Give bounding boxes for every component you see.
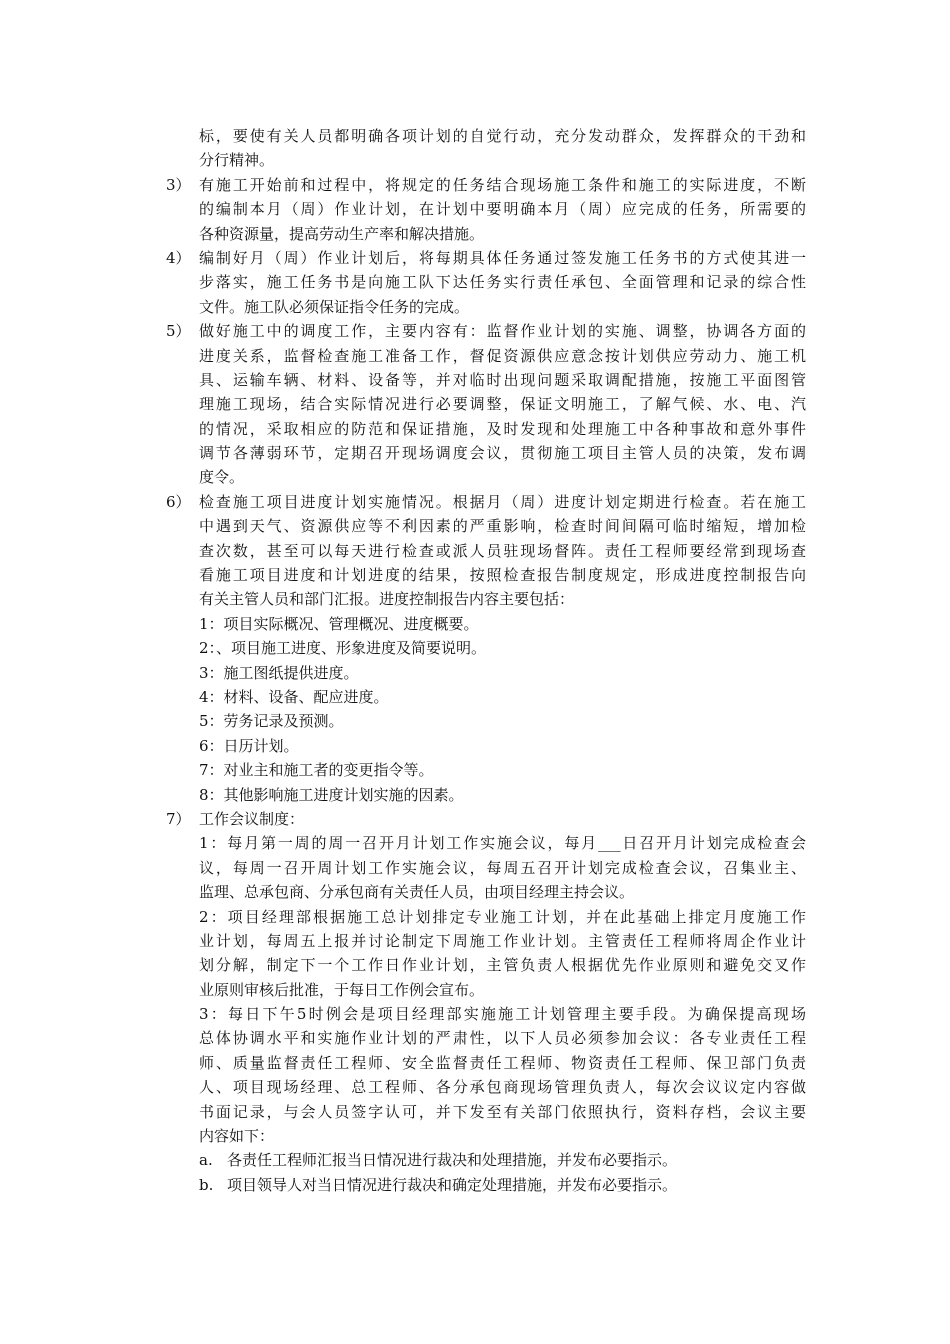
- item-text-line: 步落实，施工任务书是向施工队下达任务实行责任承包、全面管理和记录的综合性: [199, 273, 806, 292]
- meeting-rule-line: 划分解，制定下一个工作日作业计划，主管负责人根据优先作业原则和避免交叉作: [199, 956, 806, 975]
- item-text-line: 度令。: [199, 468, 245, 487]
- report-list-item: 3：施工图纸提供进度。: [199, 663, 359, 682]
- item-number: 6）: [166, 492, 191, 511]
- item-number: 5）: [166, 322, 191, 341]
- meeting-rule-line: 总体协调水平和实施作业计划的严肃性，以下人员必须参加会议：各专业责任工程: [199, 1029, 806, 1048]
- item-text-line: 做好施工中的调度工作，主要内容有：监督作业计划的实施、调整，协调各方面的: [199, 322, 806, 341]
- item-text-line: 查次数，甚至可以每天进行检查或派人员驻现场督阵。责任工程师要经常到现场查: [199, 541, 806, 560]
- item-text-line: 有关主管人员和部门汇报。进度控制报告内容主要包括：: [199, 590, 575, 609]
- sub-item-marker: b.: [199, 1175, 214, 1194]
- report-list-item: 7：对业主和施工者的变更指令等。: [199, 761, 434, 780]
- list-item-3: [0, 173, 950, 197]
- item-text-line: 检查施工项目进度计划实施情况。根据月（周）进度计划定期进行检查。若在施工: [199, 492, 806, 511]
- meeting-rule-line: 监理、总承包商、分承包商有关责任人员，由项目经理主持会议。: [199, 883, 635, 902]
- report-list-item: 4：材料、设备、配应进度。: [199, 687, 389, 706]
- item-text-line: 中遇到天气、资源供应等不利因素的严重影响，检查时间间隔可临时缩短，增加检: [199, 517, 806, 536]
- list-item-6: [0, 490, 950, 514]
- document-body: [0, 124, 950, 1197]
- sub-item-text: 项目领导人对当日情况进行裁决和确定处理措施，并发布必要指示。: [227, 1175, 678, 1194]
- sub-item-marker: a.: [199, 1151, 213, 1170]
- item-text-line: 看施工项目进度和计划进度的结果，按照检查报告制度规定，形成进度控制报告向: [199, 566, 806, 585]
- report-list-item: 1：项目实际概况、管理概况、进度概要。: [199, 614, 479, 633]
- report-list-item: 2：、项目施工进度、形象进度及简要说明。: [199, 639, 487, 658]
- item-text-line: 的情况，采取相应的防范和保证措施，及时发现和处理施工中各种事故和意外事件: [199, 419, 806, 438]
- report-list-item: 6：日历计划。: [199, 736, 299, 755]
- continuation-line: 分行精神。: [199, 151, 275, 170]
- meeting-rule-line: 人、项目现场经理、总工程师、各分承包商现场管理负责人，每次会议议定内容做: [199, 1078, 806, 1097]
- item-text-line: 各种资源量，提高劳动生产率和解决措施。: [199, 224, 485, 243]
- item-number: 7）: [166, 809, 191, 828]
- meeting-rule-line: 内容如下：: [199, 1127, 275, 1146]
- continuation-line: 标，要使有关人员都明确各项计划的自觉行动，充分发动群众，发挥群众的干劲和: [199, 127, 806, 145]
- sub-item-text: 各责任工程师汇报当日情况进行裁决和处理措施，并发布必要指示。: [227, 1151, 678, 1170]
- meeting-rule-line: 2：项目经理部根据施工总计划排定专业施工计划，并在此基础上排定月度施工作: [199, 907, 806, 926]
- report-list-item: 8：其他影响施工进度计划实施的因素。: [199, 785, 464, 804]
- list-item-5: [0, 319, 950, 343]
- list-item-7: [0, 807, 950, 831]
- report-list-item: 5：劳务记录及预测。: [199, 712, 344, 731]
- item-number: 4）: [166, 248, 191, 267]
- item-text-line: 进度关系，监督检查施工准备工作，督促资源供应意念按计划供应劳动力、施工机: [199, 346, 806, 365]
- meeting-rule-line: 书面记录，与会人员签字认可，并下发至有关部门依照执行，资料存档，会议主要: [199, 1102, 806, 1121]
- item-text-line: 编制好月（周）作业计划后，将每期具体任务通过签发施工任务书的方式使其进一: [199, 248, 806, 267]
- meeting-rule-line: 1：每月第一周的周一召开月计划工作实施会议，每月___日召开月计划完成检查会: [199, 834, 806, 853]
- meeting-rule-line: 议，每周一召开周计划工作实施会议，每周五召开计划完成检查会议，召集业主、: [199, 858, 806, 877]
- sub-item-a: [0, 1148, 950, 1172]
- item-text-line: 调节各薄弱环节，定期召开现场调度会议，贯彻施工项目主管人员的决策，发布调: [199, 444, 806, 463]
- item-text-line: 文件。施工队必须保证指令任务的完成。: [199, 297, 470, 316]
- sub-item-b: [0, 1173, 950, 1197]
- item-text-line: 理施工现场，结合实际情况进行必要调整，保证文明施工，了解气候、水、电、汽: [199, 395, 806, 414]
- item-text-line: 有施工开始前和过程中，将规定的任务结合现场施工条件和施工的实际进度，不断: [199, 175, 806, 194]
- meeting-rule-line: 业计划，每周五上报并讨论制定下周施工作业计划。主管责任工程师将周企作业计: [199, 931, 806, 950]
- item-text-line: 具、运输车辆、材料、设备等，并对临时出现问题采取调配措施，按施工平面图管: [199, 370, 806, 389]
- meeting-rule-line: 师、质量监督责任工程师、安全监督责任工程师、物资责任工程师、保卫部门负责: [199, 1053, 806, 1072]
- item-number: 3）: [166, 175, 191, 194]
- item-text-line: 工作会议制度：: [199, 809, 305, 828]
- meeting-rule-line: 业原则审核后批准，于每日工作例会宣布。: [199, 980, 485, 999]
- list-item-4: [0, 246, 950, 270]
- meeting-rule-line: 3：每日下午5时例会是项目经理部实施施工计划管理主要手段。为确保提高现场: [199, 1005, 806, 1024]
- item-text-line: 的编制本月（周）作业计划，在计划中要明确本月（周）应完成的任务，所需要的: [199, 200, 806, 219]
